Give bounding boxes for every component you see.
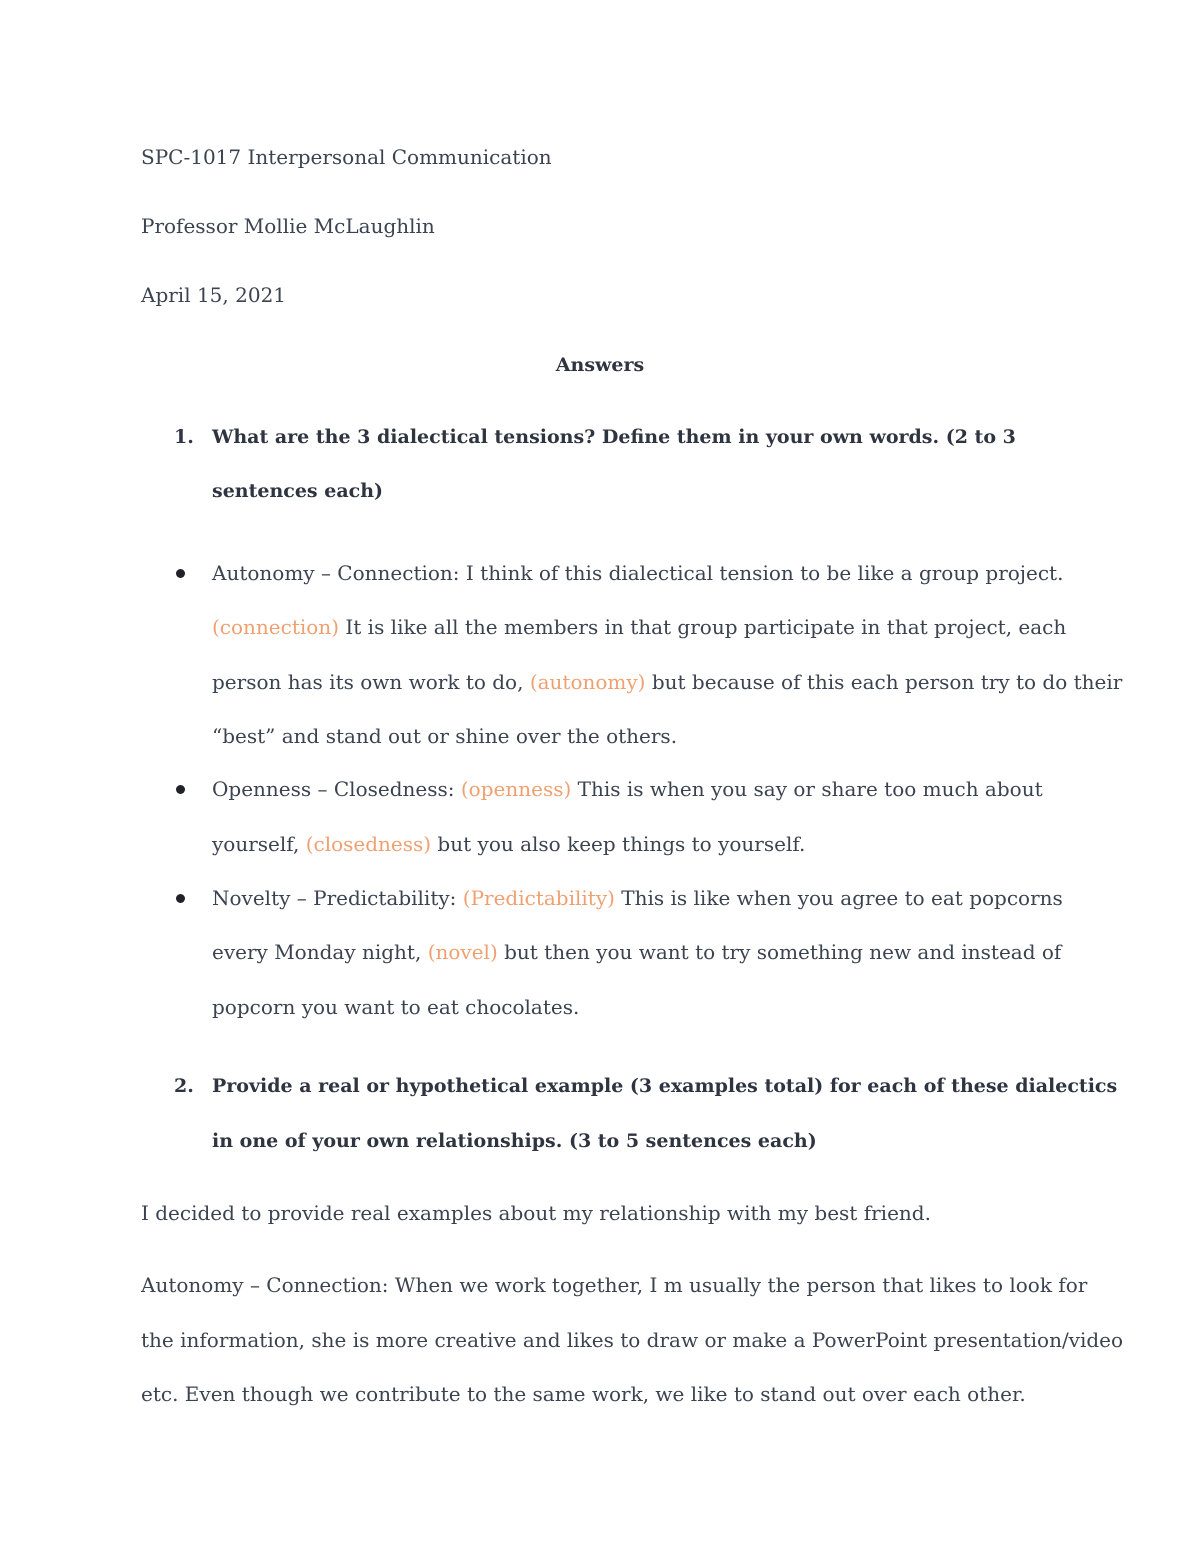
bullet-2-line-2-text: but you also keep things to yourself.: [431, 832, 806, 856]
date-line: April 15, 2021: [141, 283, 287, 307]
professor-name: Professor Mollie McLaughlin: [141, 214, 435, 238]
bullet-3-line-3: popcorn you want to eat chocolates.: [212, 995, 580, 1019]
annotation-openness: (openness): [460, 777, 572, 801]
bullet-3-line-1-text: This is like when you agree to eat popcorns: [614, 886, 1063, 910]
question-1-line-1: What are the 3 dialectical tensions? Define them in your own words. (2 to 3: [212, 426, 1016, 448]
bullet-2-line-2-pre: yourself,: [212, 832, 306, 856]
bullet-2-line-1-pre: Openness – Closedness:: [212, 777, 461, 801]
question-1-line-2: sentences each): [212, 480, 384, 502]
bullet-3-line-2-text: but then you want to try something new and instead of: [497, 940, 1062, 964]
bullet-2-line-2: [212, 834, 805, 854]
annotation-connection: (connection): [212, 615, 340, 639]
annotation-autonomy: (autonomy): [529, 670, 646, 694]
answers-heading: Answers: [555, 354, 645, 376]
paragraph-1-line-3: etc. Even though we contribute to the same work, we like to stand out over each other.: [141, 1382, 1026, 1406]
bullet-1-line-1: Autonomy – Connection: I think of this dialectical tension to be like a group project.: [212, 561, 1064, 585]
bullet-1-line-3-text: but because of this each person try to do their: [645, 670, 1123, 694]
paragraph-1-line-2: the information, she is more creative and likes to draw or make a PowerPoint presentation/video: [141, 1328, 1124, 1352]
course-title: SPC-1017 Interpersonal Communication: [141, 145, 552, 169]
question-1-number: 1.: [174, 426, 194, 448]
bullet-3-line-2: [212, 942, 1061, 962]
bullet-1-line-2: [212, 617, 1066, 637]
bullet-3-line-2-pre: every Monday night,: [212, 940, 428, 964]
annotation-novel: (novel): [427, 940, 498, 964]
annotation-predictability: (Predictability): [462, 886, 615, 910]
bullet-1-line-4: “best” and stand out or shine over the others.: [212, 724, 678, 748]
bullet-2-line-1: [212, 779, 1043, 799]
bullet-1-line-2-text: It is like all the members in that group participate in that project, each: [339, 615, 1067, 639]
paragraph-1-line-1: Autonomy – Connection: When we work together, I m usually the person that likes to look for: [141, 1273, 1088, 1297]
bullet-3-line-1: [212, 888, 1063, 908]
annotation-closedness: (closedness): [305, 832, 432, 856]
bullet-1-line-3: [212, 672, 1122, 692]
bullet-2-line-1-text: This is when you say or share too much about: [571, 777, 1043, 801]
bullet-3-line-1-pre: Novelty – Predictability:: [212, 886, 463, 910]
bullet-1-line-3-pre: person has its own work to do,: [212, 670, 530, 694]
bullet-3-dot: [176, 894, 185, 903]
intro-paragraph: I decided to provide real examples about my relationship with my best friend.: [141, 1201, 931, 1225]
question-2-number: 2.: [174, 1075, 194, 1097]
bullet-2-dot: [176, 785, 185, 794]
bullet-1-dot: [176, 569, 185, 578]
question-2-line-2: in one of your own relationships. (3 to 5 sentences each): [212, 1130, 817, 1152]
question-2-line-1: Provide a real or hypothetical example (3 examples total) for each of these dialectics: [212, 1075, 1118, 1097]
